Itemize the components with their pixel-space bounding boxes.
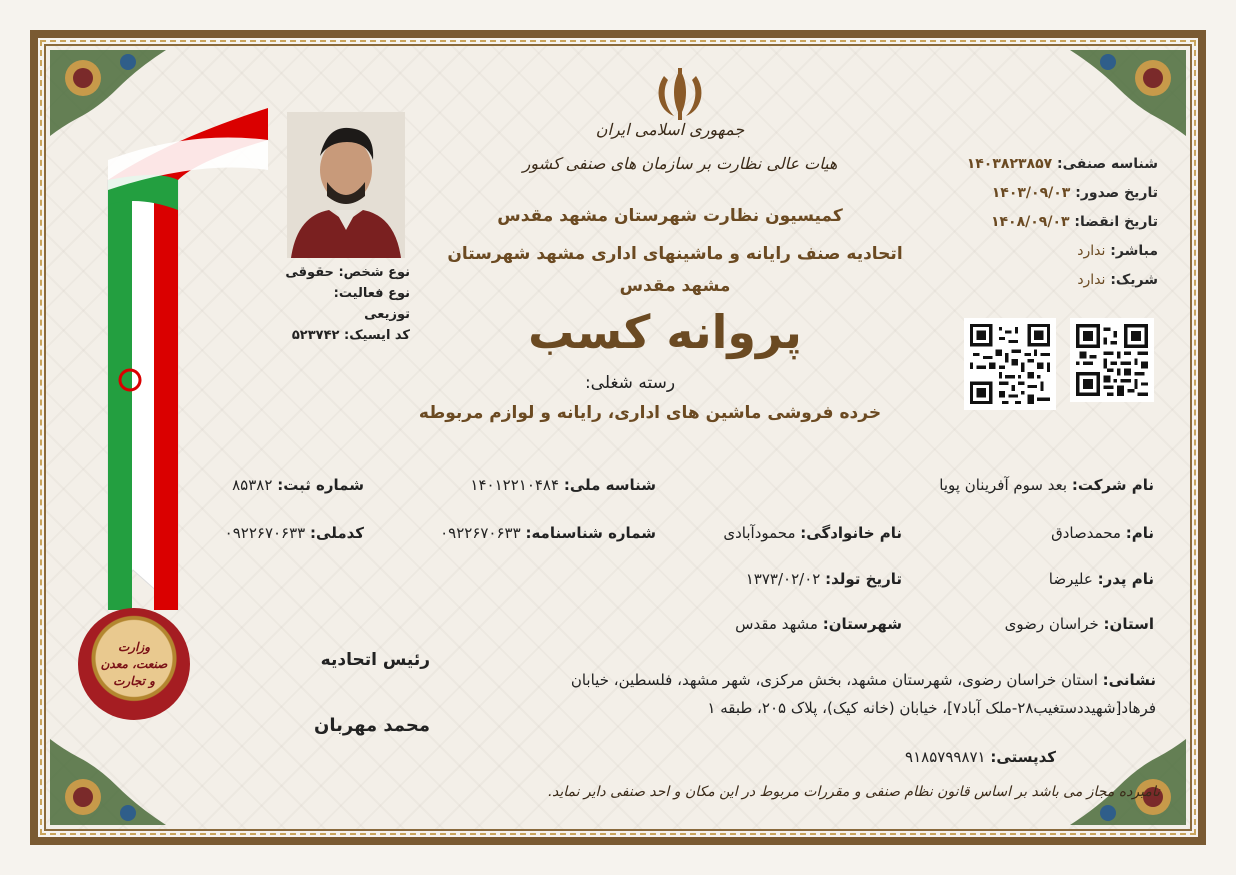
company-value: بعد سوم آفرینان پویا [939, 476, 1068, 494]
guild-id-label: شناسه صنفی: [1057, 156, 1158, 172]
commission-name: کمیسیون نظارت شهرستان مشهد مقدس [497, 206, 843, 226]
board-name: هیات عالی نظارت بر سازمان های صنفی کشور [522, 154, 838, 173]
seal-line-1: وزارت [117, 639, 150, 654]
registration-label: شماره ثبت: [277, 476, 364, 494]
category-value: خرده فروشی ماشین های اداری، رایانه و لوازم مربوطه [418, 403, 882, 423]
issue-date-value: ۱۴۰۳/۰۹/۰۳ [991, 185, 1071, 201]
person-type-value: حقوقی [285, 265, 334, 280]
activity-type-value: توزیعی [364, 307, 410, 322]
province-field [1005, 615, 1154, 633]
family-name-value: محمودآبادی [723, 524, 796, 542]
postal-code-value: ۹۱۸۵۷۹۹۸۷۱ [905, 748, 986, 766]
birth-cert-field [440, 524, 656, 542]
birth-date-field [746, 570, 902, 588]
iran-emblem-icon [650, 66, 710, 122]
guild-id-value: ۱۴۰۳۸۲۳۸۵۷ [966, 156, 1053, 172]
qr-code-icon [1070, 318, 1154, 402]
union-name: اتحادیه صنف رایانه و ماشینهای اداری مشهد شهرستان مشهد مقدس [447, 244, 903, 296]
father-name-value: علیرضا [1048, 570, 1093, 588]
address-label: نشانی: [1102, 671, 1156, 689]
seal-line-2: صنعت، معدن [100, 656, 168, 671]
corner-ornament-icon [1068, 48, 1188, 138]
corner-ornament-icon [1068, 737, 1188, 827]
registration-value: ۸۵۳۸۲ [232, 476, 273, 494]
person-photo [287, 112, 405, 258]
person-type-label: نوع شخص: [338, 265, 410, 280]
province-label: استان: [1103, 615, 1154, 633]
birth-date-value: ۱۳۷۳/۰۲/۰۲ [745, 570, 821, 588]
isic-label: کد ایسیک: [344, 328, 410, 343]
company-label: نام شرکت: [1071, 476, 1154, 494]
footer-note: نامبرده مجاز می باشد بر اساس قانون نظام صنفی و مقررات مربوط در این مکان و احد صنفی دایر نماید. [547, 784, 1160, 800]
family-name-label: نام خانوادگی: [800, 524, 902, 542]
person-meta [284, 262, 410, 346]
expiry-date-value: ۱۴۰۸/۰۹/۰۳ [990, 214, 1070, 230]
address-value: استان خراسان رضوی، شهرستان مشهد، بخش مرکزی، شهر مشهد، فلسطین، خیابان فرهاد[شهیددستغیب۲۸-ملک آباد۷]، خیابان (خانه کیک)، پلاک ۲۰۵، طبقه ۱ [570, 671, 1156, 717]
birth-date-label: تاریخ تولد: [825, 570, 902, 588]
father-name-label: نام پدر: [1097, 570, 1154, 588]
postal-code-field [905, 748, 1056, 766]
partner-value: ندارد [1077, 272, 1106, 288]
first-name-value: محمدصادق [1051, 524, 1121, 542]
signature-name: محمد مهربان [314, 715, 430, 736]
province-value: خراسان رضوی [1004, 615, 1099, 633]
activity-type-label: نوع فعالیت: [333, 286, 410, 301]
registration-field [232, 476, 364, 494]
license-info [958, 150, 1158, 295]
isic-value: ۵۲۳۷۴۲ [291, 328, 340, 343]
category-label: رسته شغلی: [584, 373, 676, 393]
city-label: شهرستان: [822, 615, 902, 633]
melli-code-field [225, 524, 364, 542]
page-title: پروانه کسب [528, 305, 802, 359]
father-name-field [1049, 570, 1154, 588]
issue-date-label: تاریخ صدور: [1075, 185, 1158, 201]
postal-code-label: کدپستی: [990, 748, 1056, 766]
city-value: مشهد مقدس [735, 615, 818, 633]
address-field [530, 666, 1156, 722]
birth-cert-value: ۰۹۲۲۶۷۰۶۳۳ [440, 524, 521, 542]
national-id-label: شناسه ملی: [563, 476, 656, 494]
iran-flag-ribbon-icon [78, 100, 278, 620]
manager-label: مباشر: [1110, 243, 1158, 259]
partner-label: شریک: [1110, 272, 1158, 288]
qr-code-icon [964, 318, 1056, 410]
melli-code-label: کدملی: [310, 524, 364, 542]
birth-cert-label: شماره شناسنامه: [525, 524, 656, 542]
corner-ornament-icon [48, 737, 168, 827]
country-name: جمهوری اسلامی ایران [595, 120, 745, 139]
first-name-field [1051, 524, 1154, 542]
first-name-label: نام: [1125, 524, 1154, 542]
family-name-field [723, 524, 902, 542]
expiry-date-label: تاریخ انقضا: [1074, 214, 1158, 230]
melli-code-value: ۰۹۲۲۶۷۰۶۳۳ [224, 524, 306, 542]
manager-value: ندارد [1077, 243, 1106, 259]
city-field [735, 615, 902, 633]
national-id-value: ۱۴۰۱۲۲۱۰۴۸۴ [470, 476, 560, 494]
company-field [939, 476, 1154, 494]
national-id-field [470, 476, 656, 494]
signature-title: رئیس اتحادیه [320, 650, 430, 670]
seal-line-3: و تجارت [113, 673, 155, 688]
ministry-seal [78, 608, 190, 720]
